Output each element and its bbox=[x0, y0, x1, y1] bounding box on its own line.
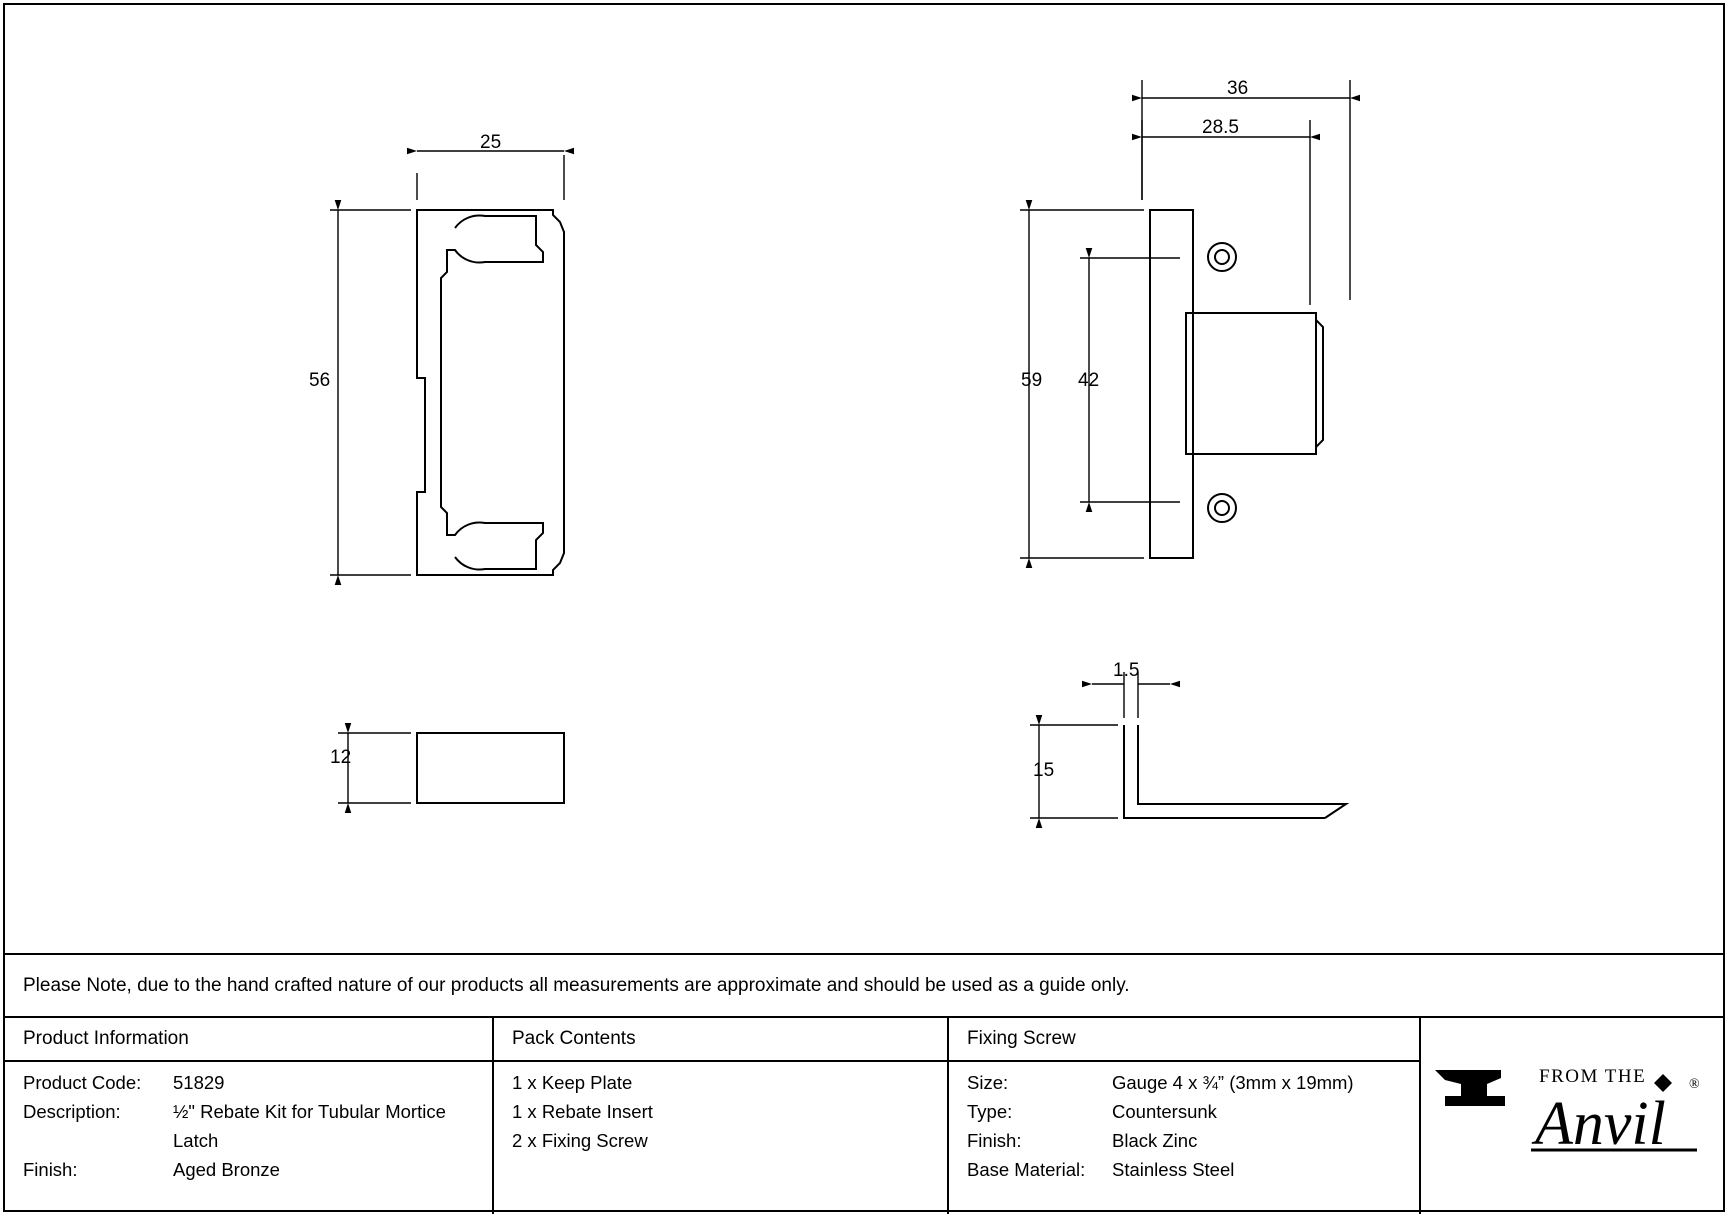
product-code-row bbox=[23, 1068, 492, 1097]
screw-finish-label: Finish: bbox=[967, 1130, 1022, 1151]
product-code-label: Product Code: bbox=[23, 1072, 142, 1093]
brand-registered: ® bbox=[1689, 1077, 1700, 1092]
fixing-screw-heading: Fixing Screw bbox=[967, 1028, 1076, 1049]
dimension-label-59: 59 bbox=[1021, 370, 1043, 391]
screw-size-value: Gauge 4 x ¾” (3mm x 19mm) bbox=[1112, 1072, 1354, 1093]
dimension-label-56: 56 bbox=[309, 370, 331, 391]
dimension-label-1-5: 1.5 bbox=[1113, 660, 1140, 681]
anvil-logo bbox=[1431, 1052, 1713, 1162]
brand-line-1: FROM THE bbox=[1539, 1066, 1647, 1087]
screw-base-material-row bbox=[967, 1155, 1419, 1184]
brand-line-2: Anvil bbox=[1535, 1090, 1666, 1158]
measurement-note-text: Please Note, due to the hand crafted nature of our products all measurements are approximate and should be used as a guide only. bbox=[23, 974, 1130, 996]
brand-column bbox=[1421, 1018, 1723, 1214]
screw-base-material-value: Stainless Steel bbox=[1112, 1159, 1235, 1180]
screw-base-material-label: Base Material: bbox=[967, 1159, 1086, 1180]
screw-type-value: Countersunk bbox=[1112, 1101, 1217, 1122]
column-divider bbox=[494, 1060, 947, 1062]
description-label: Description: bbox=[23, 1101, 121, 1122]
dimension-label-42: 42 bbox=[1078, 370, 1100, 391]
product-information-heading: Product Information bbox=[23, 1028, 189, 1049]
screw-type-label: Type: bbox=[967, 1101, 1013, 1122]
column-divider bbox=[5, 1060, 492, 1062]
column-divider bbox=[949, 1060, 1419, 1062]
dimension-label-15: 15 bbox=[1033, 760, 1055, 781]
pack-contents-heading: Pack Contents bbox=[512, 1028, 636, 1049]
dimension-label-36: 36 bbox=[1227, 78, 1249, 99]
finish-value: Aged Bronze bbox=[173, 1159, 280, 1180]
product-information-column bbox=[5, 1018, 494, 1214]
pack-contents-item: 1 x Rebate Insert bbox=[512, 1101, 653, 1122]
screw-finish-value: Black Zinc bbox=[1112, 1130, 1198, 1151]
product-code-value: 51829 bbox=[173, 1072, 225, 1093]
info-table bbox=[5, 1016, 1725, 1214]
finish-label: Finish: bbox=[23, 1159, 78, 1180]
screw-type-row bbox=[967, 1097, 1419, 1126]
screw-size-row bbox=[967, 1068, 1419, 1097]
dimension-label-12: 12 bbox=[330, 747, 352, 768]
description-row bbox=[23, 1097, 492, 1155]
dimension-label-28-5: 28.5 bbox=[1202, 117, 1239, 138]
pack-contents-item: 2 x Fixing Screw bbox=[512, 1130, 648, 1151]
description-value: ½" Rebate Kit for Tubular Mortice Latch bbox=[173, 1101, 446, 1151]
screw-size-label: Size: bbox=[967, 1072, 1009, 1093]
finish-row bbox=[23, 1155, 492, 1184]
fixing-screw-column bbox=[949, 1018, 1421, 1214]
pack-contents-item: 1 x Keep Plate bbox=[512, 1072, 633, 1093]
measurement-note bbox=[5, 953, 1725, 1016]
screw-finish-row bbox=[967, 1126, 1419, 1155]
anvil-logo-graphic bbox=[1431, 1052, 1713, 1162]
dimension-label-25: 25 bbox=[480, 132, 502, 153]
pack-contents-column bbox=[494, 1018, 949, 1214]
